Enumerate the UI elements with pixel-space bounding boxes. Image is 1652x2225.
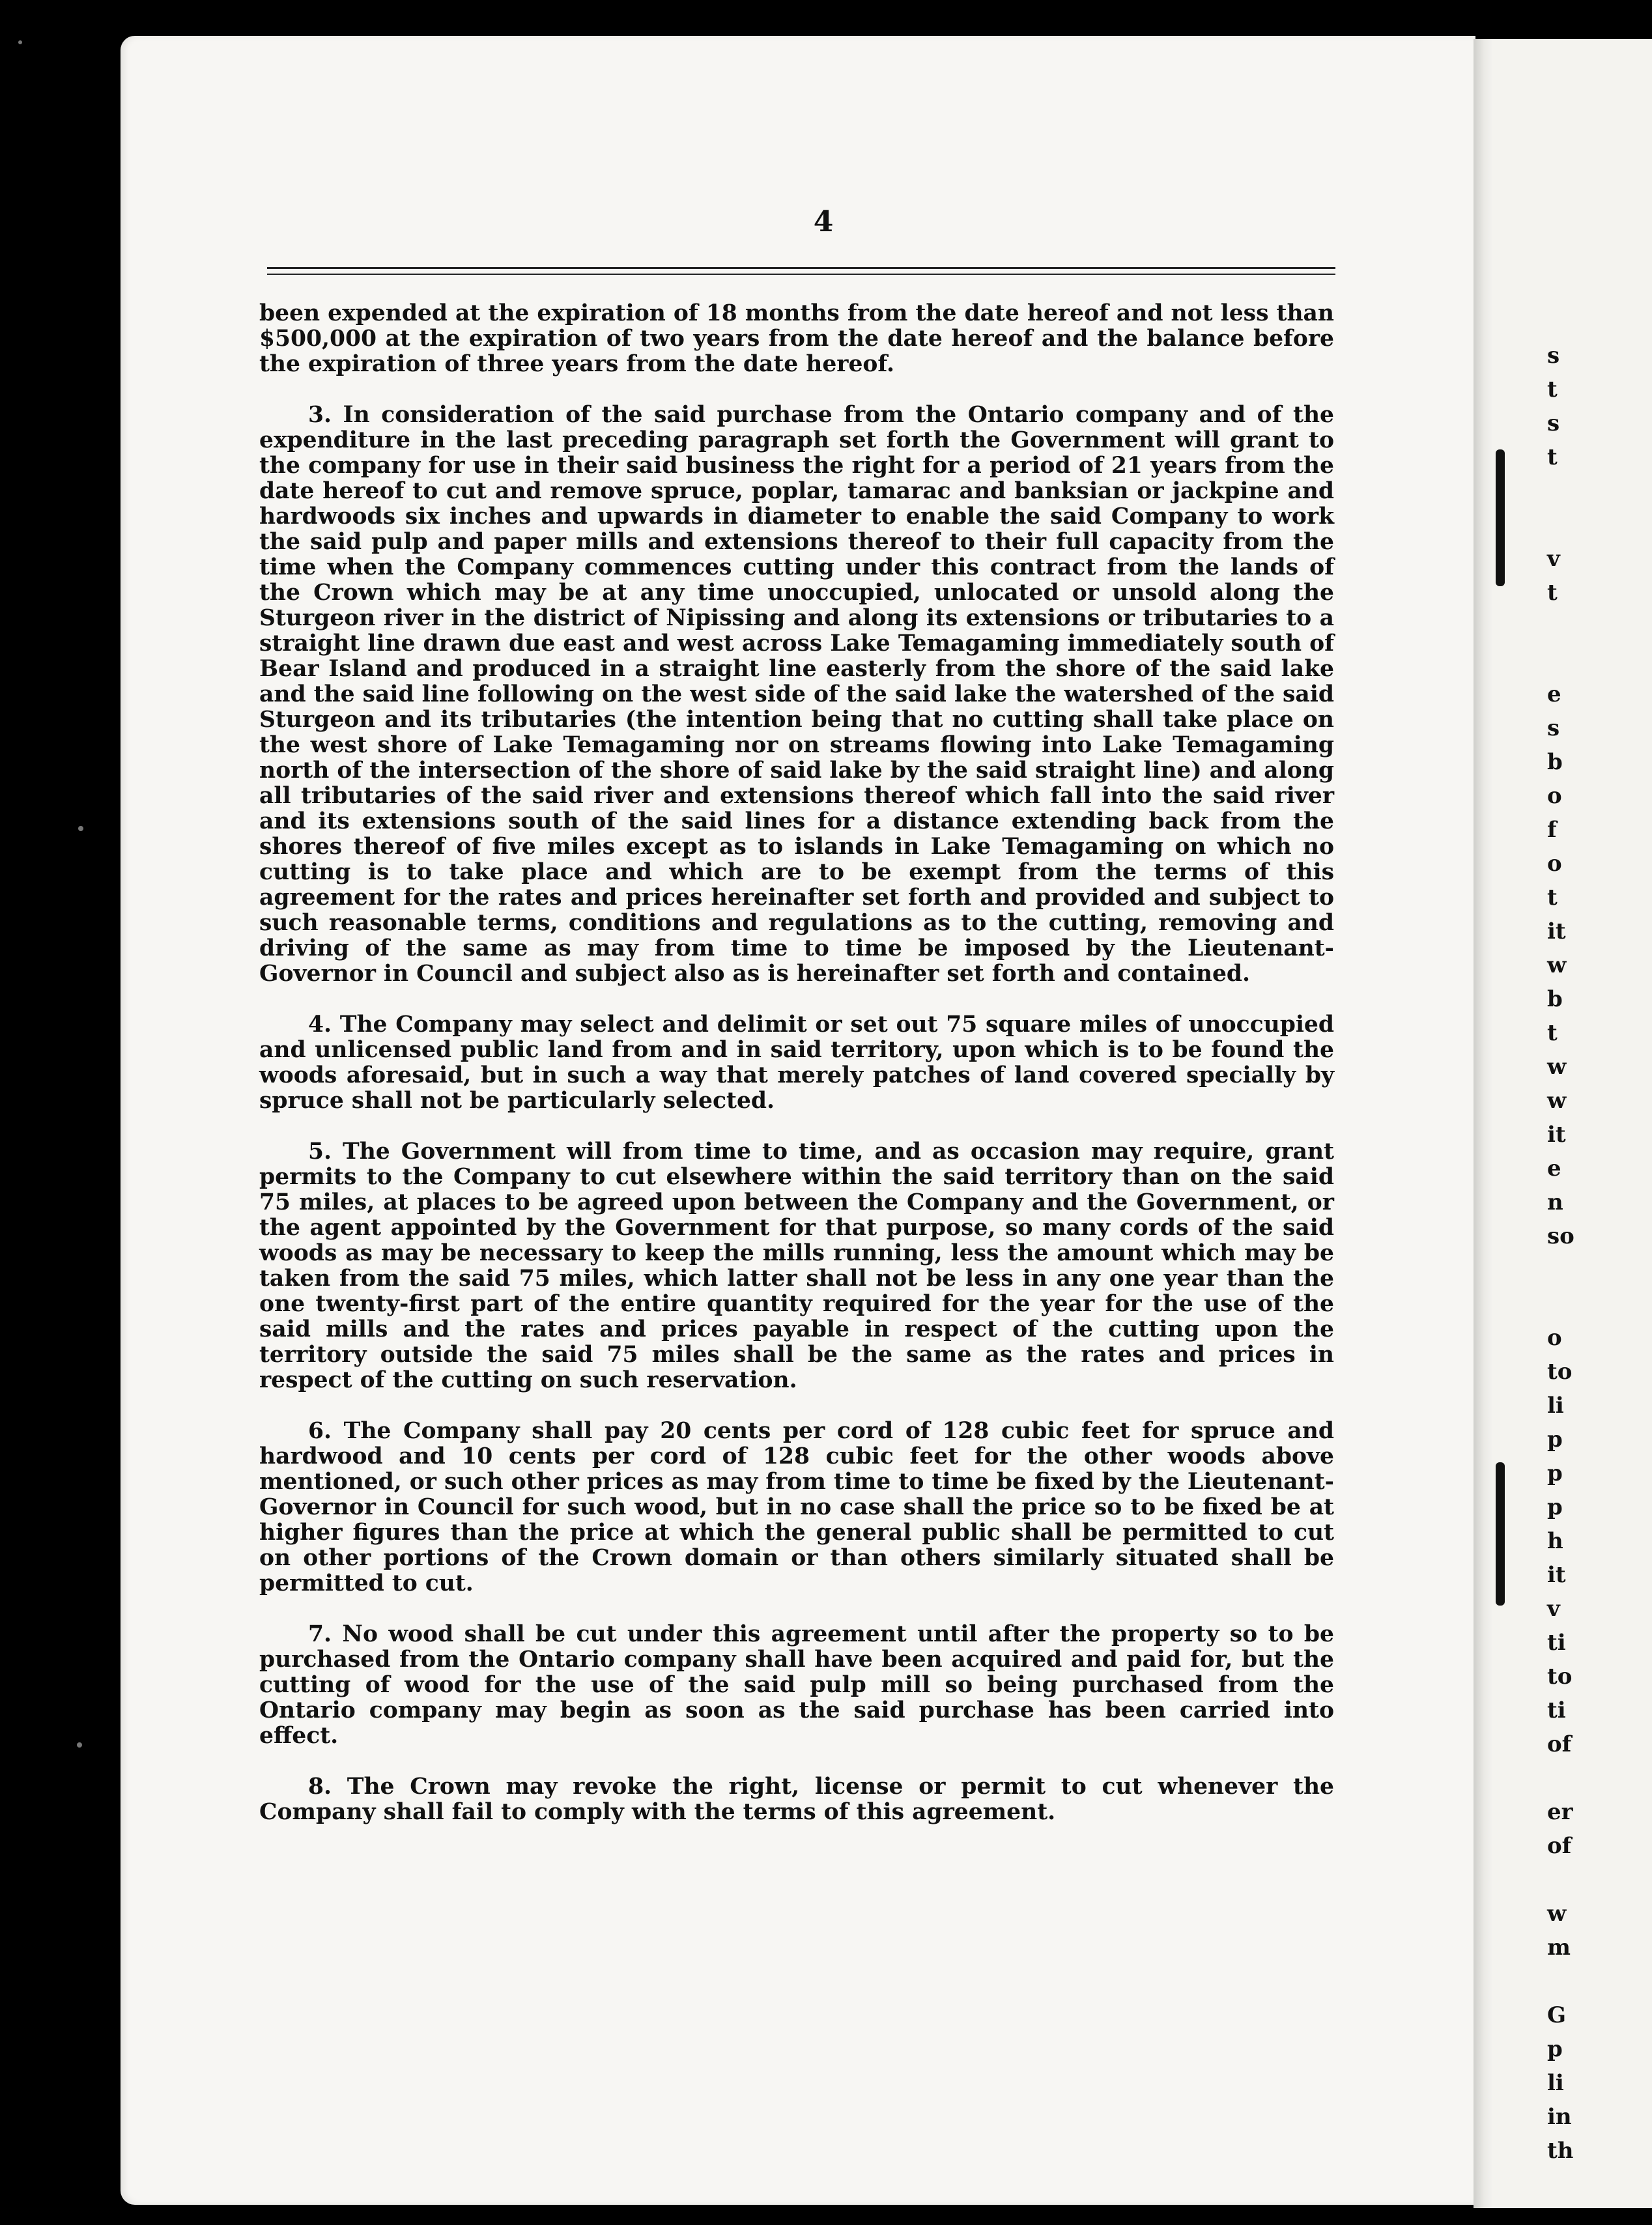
paragraph-3: 3. In consideration of the said purchase from the Ontario company and of the expenditure in the last preceding paragraph set forth the Government will grant to the company for use in their said business the right for a period of 21 years from the date hereof to cut and remove spruce, poplar, tamarac and banksian or jackpine and hardwoods six inches and upwards in diameter to enable the said Company to work the said pulp and paper mills and extensions thereof to their full capacity from the time when the Company commences cutting under this contract from the lands of the Crown which may be at any time unoccupied, unlocated or unsold along the Sturgeon river in the district of Nipissing and along its extensions or tributaries to a straight line drawn due east and west across Lake Temagaming immediately south of Bear Island and produced in a straight line easterly from the shore of the said lake and the said line following on the west side of the said lake the watershed of the said Sturgeon and its tributaries (the intention being that no cutting shall take place on the west shore of Lake Temagaming nor on streams flowing into Lake Temagaming north of the intersection of the shore of said lake by the said straight line) and along all tributaries of the said river and extensions thereof which fall into the said river and its extensions south of the said lines for a distance extending back from the shores thereof of five miles except as to islands in Lake Temagaming on which no cutting is to take place and which are to be exempt from the terms of this agreement for the rates and prices hereinafter set forth and provided and subject to such reasonable terms, conditions and regulations as to the cutting, removing and driving of the same as may from time to time be imposed by the Lieutenant-Governor in Council and subject also as is hereinafter set forth and contained. xyxy=(259,402,1334,987)
document-body xyxy=(259,301,1334,1850)
margin-mark xyxy=(1496,1462,1505,1606)
margin-mark xyxy=(1496,449,1505,586)
scan-speck xyxy=(77,1742,82,1748)
scan-speck xyxy=(18,40,22,44)
page-number: 4 xyxy=(813,205,834,238)
paragraph-8: 8. The Crown may revoke the right, license or permit to cut whenever the Company shall fail to comply with the terms of this agreement. xyxy=(259,1774,1334,1825)
paragraph-4: 4. The Company may select and delimit or set out 75 square miles of unoccupied and unlicensed public land from and in said territory, upon which is to be found the woods aforesaid, but in such a way that merely patches of land covered specially by spruce shall not be particularly selected. xyxy=(259,1012,1334,1114)
facing-page-text-fragments: s t s t v t e s b o f o t it w b t w w it e n so o to li p p p h it v ti to ti of er of w m G p li in th xyxy=(1547,343,1574,2164)
paragraph-continuation: been expended at the expiration of 18 months from the date hereof and not less than $500,000 at the expiration of two years from the date hereof and the balance before the expiration of three years from the date hereof. xyxy=(259,300,1334,377)
paragraph-5: 5. The Government will from time to time, and as occasion may require, grant permits to the Company to cut elsewhere within the said territory than on the said 75 miles, at places to be agreed upon between the Company and the Government, or the agent appointed by the Government for that purpose, so many cords of the said woods as may be necessary to keep the mills running, less the amount which may be taken from the said 75 miles, which latter shall not be less in any one year than the one twenty-first part of the entire quantity required for the year for the use of the said mills and the rates and prices payable in respect of the cutting upon the territory outside the said 75 miles shall be the same as the rates and prices in respect of the cutting on such reservation. xyxy=(259,1139,1334,1393)
paragraph-6: 6. The Company shall pay 20 cents per cord of 128 cubic feet for spruce and hardwood and 10 cents per cord of 128 cubic feet for the other woods above mentioned, or such other prices as may from time to time be fixed by the Lieutenant-Governor in Council for such wood, but in no case shall the price so to be fixed be at higher figures than the price at which the general public shall be permitted to cut on other portions of the Crown domain or than others similarly situated shall be permitted to cut. xyxy=(259,1418,1334,1596)
paragraph-7: 7. No wood shall be cut under this agreement until after the property so to be purchased from the Ontario company shall have been acquired and paid for, but the cutting of wood for the use of the said pulp mill so being purchased from the Ontario company may begin as soon as the said purchase has been carried into effect. xyxy=(259,1621,1334,1749)
header-rule-bottom xyxy=(267,274,1335,275)
page-gutter xyxy=(1474,39,1492,2208)
header-rule-top xyxy=(267,267,1335,269)
scan-speck xyxy=(78,826,83,831)
